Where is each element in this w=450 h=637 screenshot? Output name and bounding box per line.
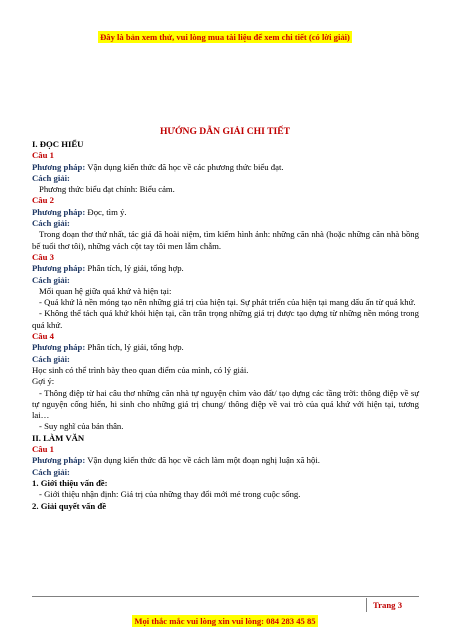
q2-solution-label: Cách giải: (32, 218, 70, 229)
method-text: Phân tích, lý giải, tổng hợp. (85, 342, 184, 353)
contact-notice-banner (0, 611, 450, 629)
q2-heading: Câu 2 (32, 195, 54, 206)
q4-heading: Câu 4 (32, 331, 54, 342)
method-label: Phương pháp: (32, 342, 86, 353)
q1-heading: Câu 1 (32, 150, 54, 161)
w1-intro-heading: 1. Giới thiệu vấn đề: (32, 477, 108, 488)
w1-intro-line: - Giới thiệu nhận định: Giá trị của những thay đổi mới mẻ trong cuộc sống. (39, 489, 301, 500)
method-label: Phương pháp: (32, 455, 86, 466)
w1-solution-label: Cách giải: (32, 466, 70, 477)
q3-point-2: - Không thể tách quá khứ khỏi hiện tại, cần trân trọng những giá trị được tạo dựng từ những nền móng trong quá khứ. (32, 308, 419, 330)
q1-solution-label: Cách giải: (32, 172, 70, 183)
method-text: Đọc, tìm ý. (85, 206, 127, 217)
q3-method (32, 263, 419, 274)
w1-solve-heading: 2. Giải quyết vấn đề (32, 500, 107, 511)
q4-method (32, 342, 419, 353)
method-text: Phân tích, lý giải, tổng hợp. (85, 263, 184, 274)
preview-notice-text: Đây là bản xem thử, vui lòng mua tài liệu để xem chi tiết (có lời giải) (100, 32, 350, 42)
method-text: Vận dụng kiến thức đã học về cách làm một đoạn nghị luận xã hội. (85, 455, 320, 466)
w1-method (32, 455, 419, 466)
q1-method (32, 162, 419, 173)
q2-method (32, 207, 419, 218)
footer-divider (32, 596, 419, 597)
section-writing-heading: II. LÀM VĂN (32, 432, 85, 443)
page-title: HƯỚNG DẪN GIẢI CHI TIẾT (159, 126, 291, 137)
q3-heading: Câu 3 (32, 251, 54, 262)
q1-answer: Phương thức biểu đạt chính: Biểu cảm. (39, 184, 175, 195)
page-number: Trang 3 (366, 598, 402, 612)
q4-hint-point-2: - Suy nghĩ của bản thân. (39, 421, 124, 432)
preview-notice-banner (0, 27, 450, 45)
q4-hint-label: Gợi ý: (32, 376, 55, 387)
q3-intro: Mối quan hệ giữa quá khứ và hiện tại: (39, 285, 172, 296)
method-text: Vận dụng kiến thức đã học về các phương thức biểu đạt. (85, 161, 284, 172)
method-label: Phương pháp: (32, 206, 86, 217)
contact-notice-text: Mọi thắc mắc vui lòng xin vui lòng: 084 283 45 85 (134, 616, 316, 626)
q4-hint-point-1: - Thông điệp từ hai câu thơ những căn nhà tự nguyện chìm vào đất/ tạo dựng các tầng trời: thông điệp về sự tự nguyện cống hiến, hi sinh cho những giá trị chung/ thông điệp về vai trò của quá khứ với hiện tại, tương lai… (32, 387, 419, 421)
q3-point-1: - Quá khứ là nền móng tạo nên những giá trị của hiện tại. Sự phát triển của hiện tại mang dấu ấn từ quá khứ. (39, 297, 416, 308)
q4-instruction: Học sinh có thể trình bày theo quan điểm của mình, có lý giải. (32, 364, 249, 375)
method-label: Phương pháp: (32, 161, 86, 172)
w1-heading: Câu 1 (32, 444, 54, 455)
document-body (32, 139, 419, 512)
q3-solution-label: Cách giải: (32, 274, 70, 285)
q2-answer: Trong đoạn thơ thứ nhất, tác giả đã hoài niệm, tìm kiếm hình ảnh: những căn nhà (hoặc những căn nhà bồng bế tuổi thơ tôi), những vách cột tay tôi men lẫm chẫm. (32, 229, 419, 251)
q4-solution-label: Cách giải: (32, 353, 70, 364)
section-reading-heading: I. ĐỌC HIỂU (32, 139, 84, 149)
method-label: Phương pháp: (32, 263, 86, 274)
